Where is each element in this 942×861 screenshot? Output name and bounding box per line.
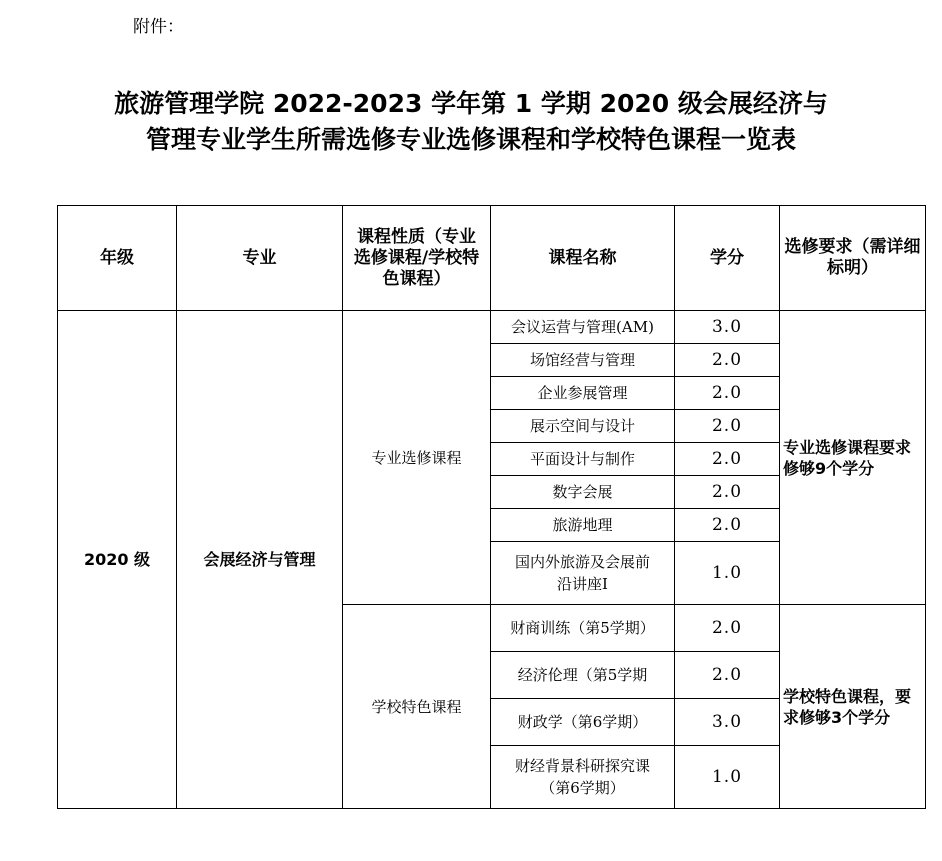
course-name: 平面设计与制作 [491,443,675,476]
course-table [57,205,926,809]
course-credits: 3.0 [675,311,780,344]
course-name: 数字会展 [491,476,675,509]
major-cell: 会展经济与管理 [177,311,343,809]
course-credits: 2.0 [675,410,780,443]
nature-cell-elective: 专业选修课程 [343,311,491,605]
header-course-name: 课程名称 [491,206,675,311]
course-name: 展示空间与设计 [491,410,675,443]
course-name: 旅游地理 [491,509,675,542]
title-line-1: 旅游管理学院 2022-2023 学年第 1 学期 2020 级会展经济与 [114,89,828,118]
course-name: 场馆经营与管理 [491,344,675,377]
course-credits: 2.0 [675,476,780,509]
course-name: 经济伦理（第5学期 [491,652,675,699]
course-name: 财商训练（第5学期） [491,605,675,652]
course-credits: 2.0 [675,509,780,542]
header-grade: 年级 [58,206,177,311]
course-credits: 2.0 [675,652,780,699]
attachment-label: 附件： [133,17,184,37]
page-title [0,86,942,158]
table-row [58,311,926,344]
course-credits: 2.0 [675,443,780,476]
nature-cell-featured: 学校特色课程 [343,605,491,809]
requirement-cell-elective: 专业选修课程要求修够9个学分 [780,311,926,605]
requirement-cell-featured: 学校特色课程，要求修够3个学分 [780,605,926,809]
course-name: 会议运营与管理(AM) [491,311,675,344]
course-name: 财政学（第6学期） [491,699,675,746]
course-credits: 2.0 [675,377,780,410]
course-name: 国内外旅游及会展前沿讲座Ⅰ [491,542,675,605]
course-name: 企业参展管理 [491,377,675,410]
course-credits: 2.0 [675,605,780,652]
course-credits: 2.0 [675,344,780,377]
header-requirement: 选修要求（需详细标明） [780,206,926,311]
header-major: 专业 [177,206,343,311]
course-credits: 1.0 [675,746,780,809]
title-line-2: 管理专业学生所需选修专业选修课程和学校特色课程一览表 [145,125,796,154]
course-name: 财经背景科研探究课（第6学期） [491,746,675,809]
course-credits: 3.0 [675,699,780,746]
header-row [58,206,926,311]
grade-cell: 2020 级 [58,311,177,809]
header-credits: 学分 [675,206,780,311]
course-credits: 1.0 [675,542,780,605]
header-nature: 课程性质（专业选修课程/学校特色课程） [343,206,491,311]
